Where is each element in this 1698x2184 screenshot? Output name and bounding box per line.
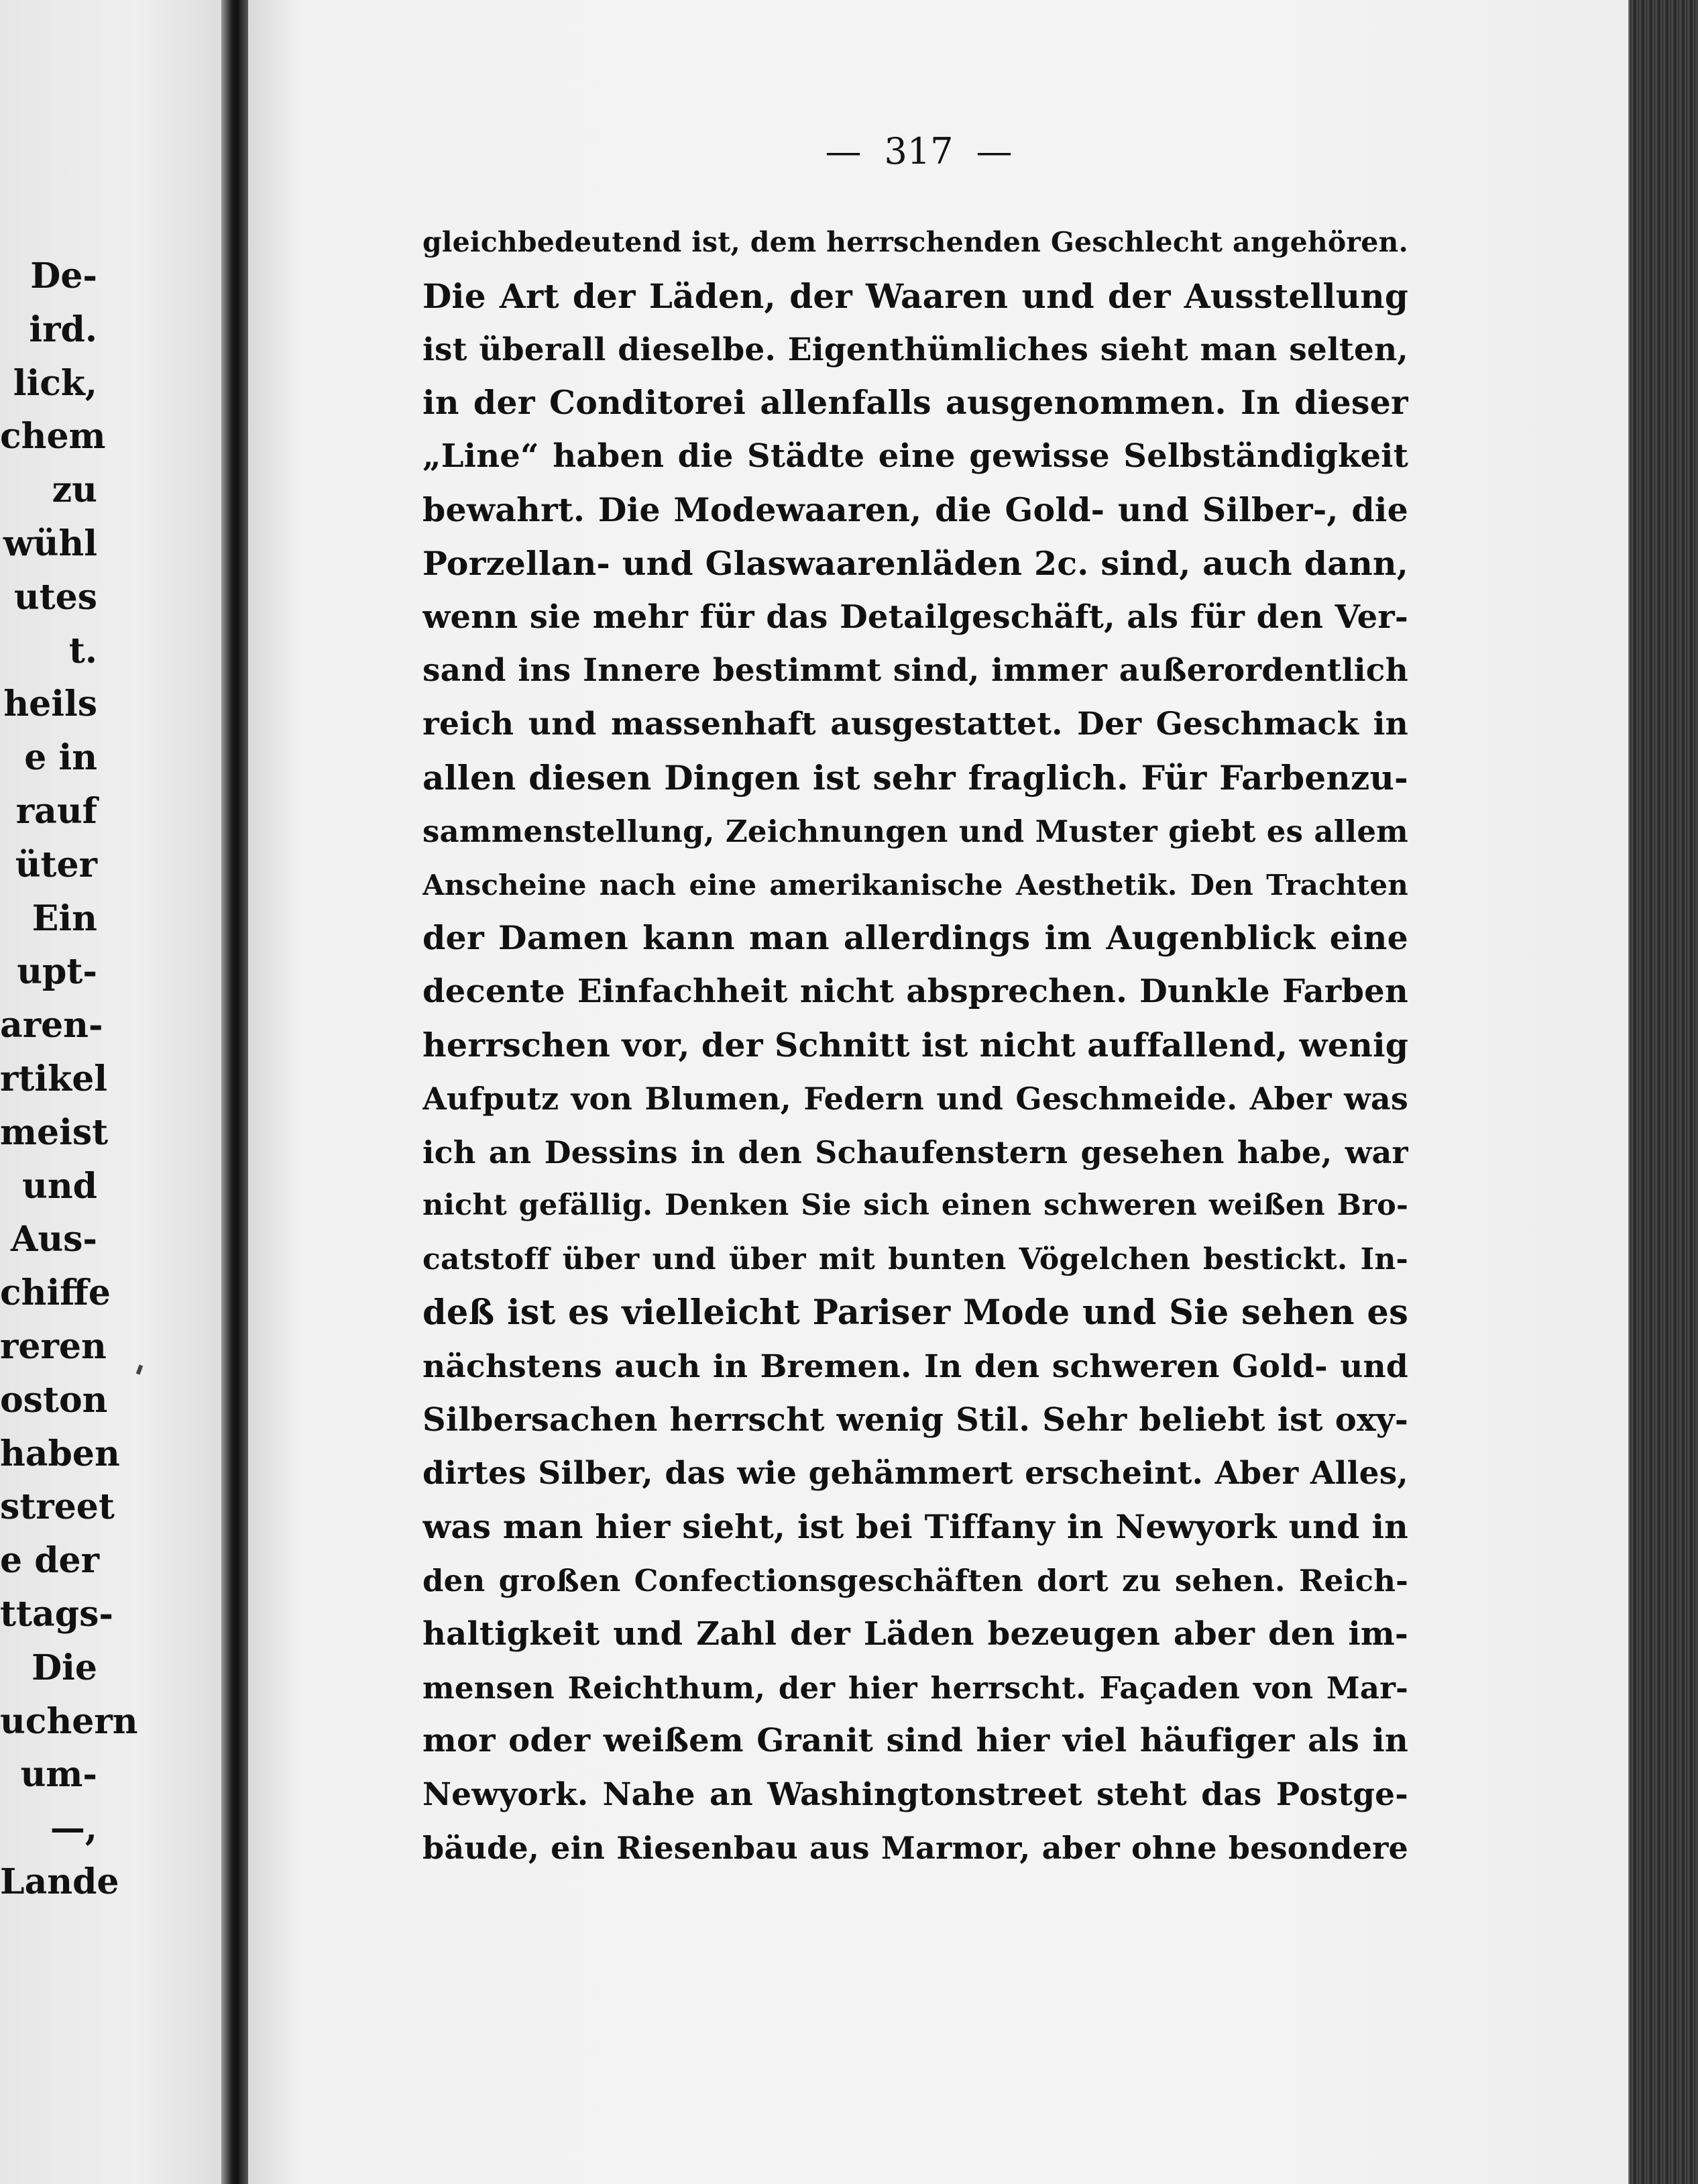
fragment-line: street <box>0 1486 115 1528</box>
fragment-line: —, <box>50 1808 97 1849</box>
text-line: wenn sie mehr für das Detailgeschäft, als für den Ver- <box>422 598 1408 636</box>
fragment-line: rauf <box>15 790 97 832</box>
fragment-line: üter <box>15 844 97 885</box>
fragment-line: zu <box>52 470 97 511</box>
page-number <box>791 125 1046 178</box>
page-number-value: 317 <box>884 130 954 172</box>
fragment-line: meist <box>0 1111 109 1153</box>
fragment-line: t. <box>68 630 97 671</box>
text-line: was man hier sieht, ist bei Tiffany in Newyork und in <box>422 1507 1408 1547</box>
fragment-line: chiffe <box>0 1272 111 1314</box>
fragment-line: ttags- <box>0 1593 113 1635</box>
previous-page <box>0 0 228 2184</box>
text-line: in der Conditorei allenfalls ausgenommen. In dieser <box>422 383 1408 423</box>
fragment-line: utes <box>13 576 97 618</box>
text-line: Anscheine nach eine amerikanische Aesthetik. Den Trachten <box>422 868 1408 902</box>
fragment-line: Die <box>32 1647 97 1688</box>
fragment-line: e in <box>24 737 97 779</box>
book-gutter <box>221 0 248 2184</box>
text-line: ist überall dieselbe. Eigenthümliches sieht man selten, <box>422 331 1408 368</box>
fragment-line: e der <box>0 1540 100 1582</box>
previous-page-text-fragments <box>0 250 138 1909</box>
text-line: mor oder weißem Granit sind hier viel häufiger als in <box>422 1722 1408 1760</box>
fragment-line: rtikel <box>0 1058 108 1099</box>
fragment-line: upt- <box>17 951 97 993</box>
page-number-dash-left: — <box>825 130 862 172</box>
fragment-line: oston <box>0 1379 108 1421</box>
text-line: catstoff über und über mit bunten Vögelchen bestickt. In- <box>422 1242 1408 1277</box>
text-line: Porzellan- und Glaswaarenläden 2c. sind, auch dann, <box>422 543 1408 583</box>
text-line: Die Art der Läden, der Waaren und der Ausstellung <box>422 276 1408 316</box>
text-line: „Line“ haben die Städte eine gewisse Selbständigkeit <box>422 437 1408 476</box>
text-line: dirtes Silber, das wie gehämmert erscheint. Aber Alles, <box>422 1455 1408 1492</box>
fragment-line: chem <box>0 416 106 457</box>
fragment-line: heils <box>3 684 97 725</box>
text-line: herrschen vor, der Schnitt ist nicht auffallend, wenig <box>422 1025 1408 1064</box>
fragment-line: um- <box>20 1754 97 1796</box>
text-line: sammenstellung, Zeichnungen und Muster giebt es allem <box>422 813 1408 849</box>
text-line: nächstens auch in Bremen. In den schweren Gold- und <box>422 1348 1408 1385</box>
text-line: Aufputz von Blumen, Federn und Geschmeide. Aber was <box>422 1080 1408 1117</box>
fragment-line: aren- <box>0 1005 103 1046</box>
fragment-line: uchern <box>0 1700 138 1742</box>
text-line: nicht gefällig. Denken Sie sich einen schweren weißen Bro- <box>422 1189 1408 1223</box>
text-line: den großen Confectionsgeschäften dort zu sehen. Reich- <box>422 1562 1408 1598</box>
fragment-line: Ein <box>32 897 97 939</box>
book-page-edges <box>1630 0 1698 2184</box>
text-line: der Damen kann man allerdings im Augenblick eine <box>422 918 1408 958</box>
body-text <box>422 216 1408 1875</box>
fragment-line: Aus- <box>10 1219 97 1260</box>
text-line: ich an Dessins in den Schaufenstern gesehen habe, war <box>422 1134 1408 1170</box>
text-line: bäude, ein Riesenbau aus Marmor, aber ohne besondere <box>422 1829 1408 1866</box>
text-line: haltigkeit und Zahl der Läden bezeugen aber den im- <box>422 1615 1408 1653</box>
text-line: decente Einfachheit nicht absprechen. Dunkle Farben <box>422 973 1408 1011</box>
text-line: bewahrt. Die Modewaaren, die Gold- und Silber-, die <box>422 490 1408 529</box>
text-line: sand ins Innere bestimmt sind, immer außerordentlich <box>422 652 1408 690</box>
page-number-dash-right: — <box>976 130 1013 172</box>
fragment-line: ird. <box>29 309 97 350</box>
text-line: Newyork. Nahe an Washingtonstreet steht das Postge- <box>422 1776 1408 1814</box>
fragment-line: lick, <box>13 362 97 404</box>
fragment-line: Lande <box>0 1861 119 1902</box>
fragment-line: haben <box>0 1433 120 1474</box>
text-line: deß ist es vielleicht Pariser Mode und Sie sehen es <box>422 1292 1408 1333</box>
fragment-line: De- <box>30 256 97 296</box>
text-line: gleichbedeutend ist, dem herrschenden Geschlecht angehören. <box>422 226 1408 258</box>
fragment-line: reren <box>0 1325 107 1367</box>
text-line: reich und massenhaft ausgestattet. Der Geschmack in <box>422 706 1408 743</box>
fragment-line: und <box>22 1165 97 1207</box>
text-line: mensen Reichthum, der hier herrscht. Façaden von Mar- <box>422 1670 1408 1706</box>
text-line: Silbersachen herrscht wenig Stil. Sehr beliebt ist oxy- <box>422 1401 1408 1439</box>
text-line: allen diesen Dingen ist sehr fraglich. Für Farbenzu- <box>422 757 1408 798</box>
fragment-line: wühl <box>3 523 97 564</box>
